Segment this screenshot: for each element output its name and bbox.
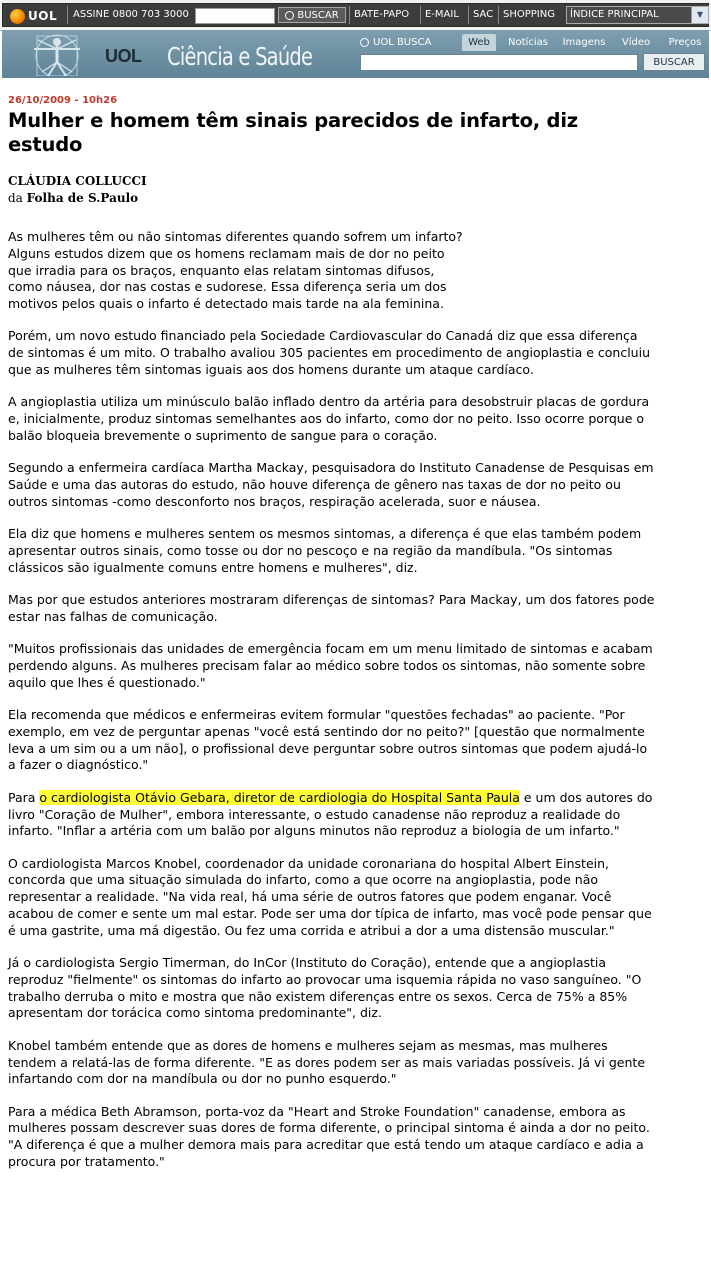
top-search-input[interactable]	[195, 8, 275, 24]
article-source	[8, 191, 658, 206]
uol-logo[interactable]	[10, 8, 57, 24]
paragraph: Porém, um novo estudo financiado pela Sociedade Cardiovascular do Canadá diz que essa diferença de sintomas é um mito. O trabalho avaliou 305 pacientes em procedimento de angioplastia e concluiu que as mulheres têm sintomas iguais aos dos homens durante um ataque cardíaco.	[8, 328, 650, 378]
paragraph-highlighted	[8, 790, 658, 840]
tab-video[interactable]: Vídeo	[621, 37, 651, 48]
tab-web[interactable]: Web	[462, 34, 496, 51]
divider	[67, 6, 68, 24]
vitruvian-man-icon	[12, 32, 102, 76]
paragraph: O cardiologista Marcos Knobel, coordenador da unidade coronariana do hospital Albert Einstein, concorda que uma situação simulada do infarto, como a que ocorre na angioplastia, pode não representar a realidade. "Na vida real, há uma série de outros fatores que podem enganar. Você acabou de comer e sente um mal estar. Pode ser uma dor típica de infarto, mas você pode pensar que é uma gastrite, uma má digestão. Ou fez uma corrida e atribui a dor a uma distensão muscular."	[8, 855, 652, 938]
source-prefix: da	[8, 191, 23, 205]
top-bar	[0, 0, 711, 31]
link-sac[interactable]: SAC	[473, 9, 494, 20]
top-bar-inner	[2, 3, 709, 27]
index-select[interactable]	[566, 6, 709, 24]
uol-busca-text: UOL BUSCA	[373, 37, 432, 48]
article-title: Mulher e homem têm sinais parecidos de infarto, diz estudo	[8, 109, 578, 156]
search-icon	[285, 11, 294, 20]
paragraph: Para a médica Beth Abramson, porta-voz da "Heart and Stroke Foundation" canadense, embora as mulheres possam descrever suas dores de forma diferente, o principal sintoma é ainda a dor no peito. "A diferença é que a mulher demora mais para acreditar que está tendo um ataque cardíaco e adia a procura por tratamento."	[8, 1103, 650, 1170]
paragraph: Mas por que estudos anteriores mostraram diferenças de sintomas? Para Mackay, um dos fatores pode estar nas falhas de comunicação.	[8, 592, 655, 624]
assine-link[interactable]: ASSINE 0800 703 3000	[73, 9, 189, 20]
paragraph: Knobel também entende que as dores de homens e mulheres sejam as mesmas, mas mulheres tendem a relatá-las de forma diferente. "E as dores podem ser as mais variadas possíveis. Já vi gente infartando com dor na mandíbula ou dor no punho esquerdo."	[8, 1037, 646, 1087]
paragraph: Já o cardiologista Sergio Timerman, do InCor (Instituto do Coração), entende que a angioplastia reproduz "fielmente" os sintomas do infarto ao provocar uma isquemia rápida no vaso sanguíneo. "O trabalho derruba o mito e mostra que não existem diferenças entre os sexos. Cerca de 75% a 85% apresentam dor torácica como sintoma predominante", diz.	[8, 955, 642, 1021]
paragraph: As mulheres têm ou não sintomas diferentes quando sofrem um infarto? Alguns estudos dizem que os homens reclamam mais de dor no peito que irradia para os braços, enquanto elas relatam sintomas difusos, como náusea, dor nas costas e sudorese. Essa diferença seria um dos motivos pelos quais o infarto é detectado mais tarde na ala feminina.	[8, 229, 463, 312]
source-name: Folha de S.Paulo	[26, 191, 139, 205]
highlighted-text: o cardiologista Otávio Gebara, diretor de cardiologia do Hospital Santa Paula	[39, 789, 520, 805]
tab-precos[interactable]: Preços	[668, 37, 702, 48]
index-select-value: ÍNDICE PRINCIPAL	[570, 9, 659, 20]
paragraph: Ela recomenda que médicos e enfermeiras evitem formular "questões fechadas" ao paciente. "Por exemplo, em vez de perguntar apenas "você está sentindo dor no peito?" [questão que normalmente leva a um sim ou a um não], o profissional deve perguntar sobre outros sintomas que podem ajudá-lo a fazer o diagnóstico."	[8, 707, 648, 773]
tab-imagens[interactable]: Imagens	[562, 37, 606, 48]
link-email[interactable]: E-MAIL	[425, 9, 459, 20]
top-search-button[interactable]	[278, 7, 346, 23]
search-icon	[360, 38, 369, 47]
uol-logo-text: UOL	[28, 9, 58, 23]
paragraph: "Muitos profissionais das unidades de emergência focam em um menu limitado de sintomas e acabam perdendo alguns. As mulheres precisam falar ao médico sobre todos os sintomas, não somente sobre aquilo que lhes é questionado."	[8, 641, 653, 690]
divider	[468, 6, 469, 24]
brand-logo[interactable]: UOL	[105, 46, 142, 66]
article-author: CLÁUDIA COLLUCCI	[8, 174, 147, 188]
uol-busca-button[interactable]: BUSCAR	[643, 53, 705, 71]
paragraph: Ela diz que homens e mulheres sentem os mesmos sintomas, a diferença é que elas também podem apresentar outros sinais, como tosse ou dor no pescoço e na região da mandíbula. "Os sintomas clássicos são igualmente comuns entre homens e mulheres", diz.	[8, 526, 642, 575]
article-datetime: 26/10/2009 - 10h26	[8, 95, 118, 106]
divider	[498, 6, 499, 24]
tab-noticias[interactable]: Notícias	[508, 37, 548, 48]
section-title[interactable]: Ciência e Saúde	[167, 42, 313, 71]
paragraph: A angioplastia utiliza um minúsculo balão inflado dentro da artéria para desobstruir placas de gordura e, inicialmente, produz sintomas semelhantes aos do infarto, como dor no peito. Isso ocorre porque o balão bloqueia brevemente o suprimento de sangue para o coração.	[8, 394, 650, 443]
uol-busca-label	[360, 37, 431, 48]
para-text: e um dos autores do livro "Coração de Mulher", embora interessante, o estudo canadense não reproduz a realidade do infarto. "Inflar a artéria com um balão por alguns minutos não reproduz a biologia de um infarto."	[8, 789, 653, 839]
article	[8, 94, 658, 1183]
uol-busca-input[interactable]	[360, 54, 638, 71]
section-header	[2, 30, 709, 78]
uol-ball-icon	[10, 9, 25, 24]
link-bate-papo[interactable]: BATE-PAPO	[354, 9, 410, 20]
top-search-button-label: BUSCAR	[297, 9, 339, 21]
divider	[420, 6, 421, 24]
chevron-down-icon[interactable]: ▼	[691, 7, 708, 23]
para-text: Para	[8, 789, 40, 805]
link-shopping[interactable]: SHOPPING	[503, 9, 555, 20]
paragraph: Segundo a enfermeira cardíaca Martha Mackay, pesquisadora do Instituto Canadense de Pesquisas em Saúde e uma das autoras do estudo, não houve diferença de gênero nas taxas de dor no peito ou outros sintomas -como desconforto nos braços, respiração acelerada, suor e náusea.	[8, 460, 654, 509]
divider	[349, 6, 350, 24]
